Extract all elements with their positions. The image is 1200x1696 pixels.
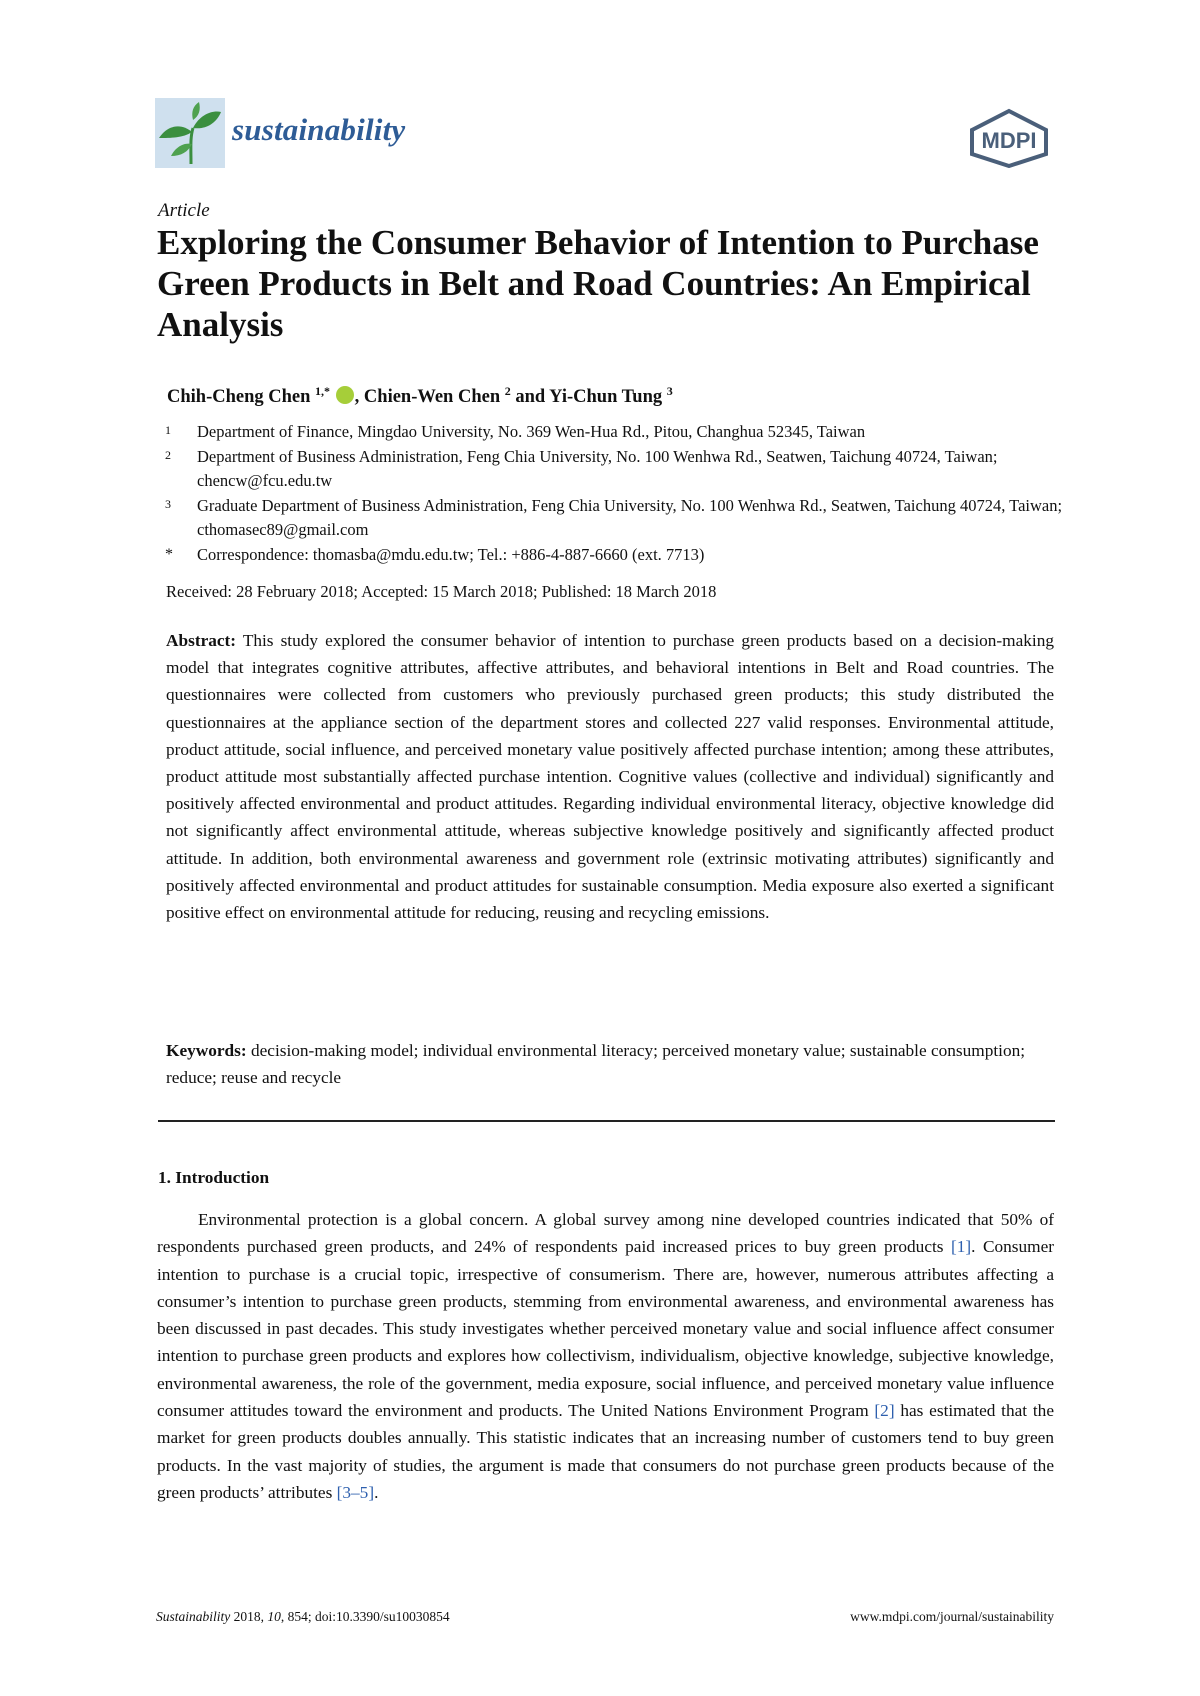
affiliation-item [165,445,1065,494]
footer-doi: , 854; doi:10.3390/su10030854 [280,1609,450,1624]
author-list [167,384,673,408]
mdpi-logo-text: MDPI [981,128,1037,153]
affiliation-text: Department of Finance, Mingdao University, No. 369 Wen-Hua Rd., Pitou, Changhua 52345, Taiwan [197,422,866,441]
affiliation-mark: 3 [165,496,171,511]
abstract-text: This study explored the consumer behavior of intention to purchase green products based on a decision-making model that integrates cognitive attributes, affective attributes, and behavioral intentions in Belt and Road countries. The questionnaires were collected from customers who previously purchased green products; this study distributed the questionnaires at the appliance section of the department stores and collected 227 valid responses. Environmental attitude, product attitude, social influence, and perceived monetary value positively affected purchase intention; among these attributes, product attitude most substantially affected purchase intention. Cognitive values (collective and individual) significantly and positively affected environmental and product attitudes. Regarding individual environmental literacy, objective knowledge did not significantly affect environmental attitude, whereas subjective knowledge positively and significantly affected product attitude. In addition, both environmental awareness and government role (extrinsic motivating attributes) significantly and positively affected environmental and product attitudes for sustainable consumption. Media exposure also exerted a significant positive effect on environmental attitude for reducing, reusing and recycling emissions. [166,631,1055,923]
affiliation-item [165,543,1065,568]
correspondence-text: Correspondence: thomasba@mdu.edu.tw; Tel.: +886-4-887-6660 (ext. 7713) [197,544,705,564]
author-mark: 2 [504,384,511,398]
footer-url[interactable]: www.mdpi.com/journal/sustainability [850,1609,1054,1624]
mdpi-logo [964,108,1054,168]
footer-citation [156,1609,450,1625]
author-separator: and [510,387,550,408]
body-text: . Consumer intention to purchase is a crucial topic, irrespective of consumerism. There are, however, numerous attributes affecting a consumer’s intention to purchase green products, stemming from environmental awareness, and environmental awareness has been discussed in past decades. This study investigates whether perceived monetary value and social influence affect consumer intention to purchase green products and explores how collectivism, individualism, objective knowledge, subjective knowledge, environmental awareness, the role of the government, media exposure, social influence, and perceived monetary value influence consumer attitudes toward the environment and products. The United Nations Environment Program [157,1237,1054,1421]
keywords-label: Keywords: [166,1041,247,1060]
abstract-label: Abstract: [166,631,237,650]
section-heading: 1. Introduction [158,1168,270,1187]
intro-paragraph [157,1206,1054,1506]
article-type: Article [158,200,210,221]
journal-name: sustainability [232,112,406,147]
footer-journal: Sustainability [156,1609,231,1624]
citation-link[interactable]: [1] [951,1237,972,1257]
citation-link[interactable]: [3–5] [336,1482,375,1502]
author-name: Yi-Chun Tung [549,387,663,408]
affiliation-mark: 1 [165,423,171,437]
body-text: . [374,1482,379,1502]
affiliation-mark: 2 [165,447,171,462]
footer-volume: 10 [267,1609,281,1624]
affiliation-mark: * [165,545,173,563]
citation-link[interactable]: [2] [874,1401,895,1421]
author-mark: 1,* [315,384,331,398]
publication-dates: Received: 28 February 2018; Accepted: 15 March 2018; Published: 18 March 2018 [166,582,717,601]
orcid-icon[interactable] [336,386,354,404]
divider [158,1120,1055,1122]
keywords [166,1038,1054,1091]
page-title: Exploring the Consumer Behavior of Intention to Purchase Green Products in Belt and Road Countries: An Empirical Analysis [157,223,1039,344]
body-text: has estimated that the market for green products doubles annually. This statistic indicates that an increasing number of customers tend to buy green products. In the vast majority of studies, the argument is made that consumers do not purchase green products because of the green products’ attributes [157,1401,1054,1502]
author-name: Chien-Wen Chen [363,387,501,408]
plant-icon [155,98,225,168]
affiliation-item [165,494,1065,543]
keywords-text: decision-making model; individual environmental literacy; perceived monetary value; sustainable consumption; reduce; reuse and recycle [166,1041,1026,1087]
author-mark: 3 [666,384,673,398]
footer-year: 2018, [230,1609,268,1624]
body-text: Environmental protection is a global concern. A global survey among nine developed countries indicated that 50% of respondents purchased green products, and 24% of respondents paid increased prices to buy green products [157,1210,1054,1257]
affiliations [165,420,1065,567]
affiliation-item [165,420,1065,445]
affiliation-text: Department of Business Administration, Feng Chia University, No. 100 Wenhwa Rd., Seatwen, Taichung 40724, Taiwan; chencw@fcu.edu.tw [197,446,998,490]
journal-logo [155,98,225,168]
author-name: Chih-Cheng Chen [167,387,311,408]
author-separator: , [354,387,364,408]
abstract [166,627,1054,926]
affiliation-text: Graduate Department of Business Administration, Feng Chia University, No. 100 Wenhwa Rd., Seatwen, Taichung 40724, Taiwan; cthomasec89@gmail.com [197,495,1063,539]
